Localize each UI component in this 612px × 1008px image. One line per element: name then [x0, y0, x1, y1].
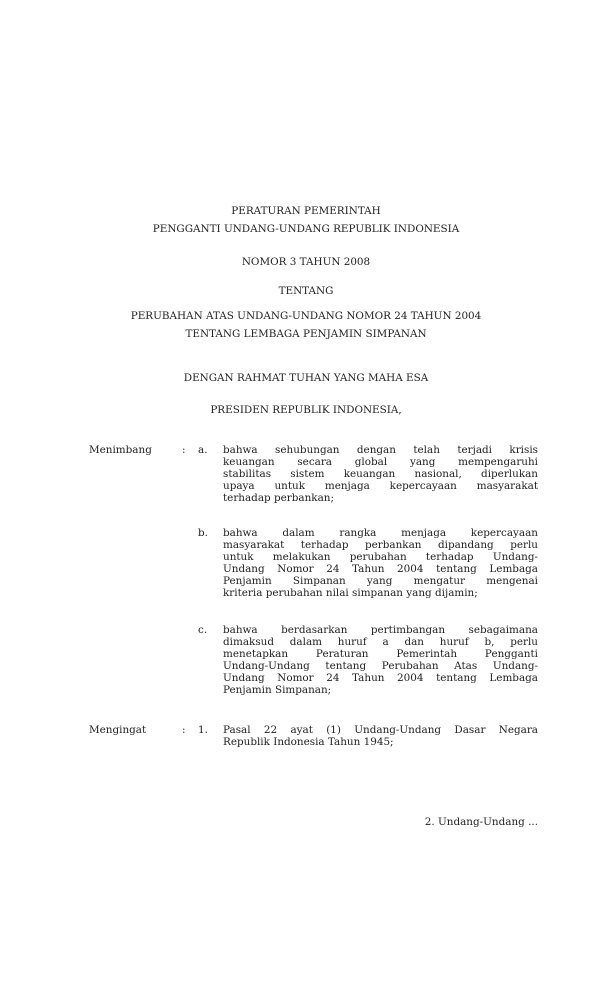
- regulation-number: NOMOR 3 TAHUN 2008: [241, 256, 371, 268]
- president-heading: PRESIDEN REPUBLIK INDONESIA,: [210, 404, 402, 416]
- item-marker: 1.: [198, 724, 208, 736]
- invocation: DENGAN RAHMAT TUHAN YANG MAHA ESA: [183, 372, 429, 384]
- text-line: Undang Nomor 24 Tahun 2004 tentang Lembaga: [223, 672, 538, 684]
- subject-line-1: PERUBAHAN ATAS UNDANG-UNDANG NOMOR 24 TAHUN 2004: [130, 310, 482, 322]
- text-line: stabilitas sistem keuangan nasional, diperlukan: [223, 468, 538, 480]
- section-label: Menimbang: [89, 444, 152, 456]
- text-line: kriteria perubahan nilai simpanan yang dijamin;: [223, 587, 478, 599]
- text-line: Penjamin Simpanan;: [223, 684, 332, 696]
- text-line: keuangan secara global yang mempengaruhi: [223, 456, 538, 468]
- text-line: dimaksud dalam huruf a dan huruf b, perlu: [223, 636, 538, 648]
- text-line: untuk melakukan perubahan terhadap Undang-: [223, 551, 538, 563]
- item-text: [223, 724, 538, 748]
- text-line: bahwa sehubungan dengan telah terjadi krisis: [223, 444, 538, 456]
- item-marker: c.: [198, 624, 208, 636]
- text-line: Penjamin Simpanan yang mengatur mengenai: [223, 575, 538, 587]
- title-line-2: PENGGANTI UNDANG-UNDANG REPUBLIK INDONESIA: [152, 223, 460, 235]
- item-text: [223, 527, 538, 599]
- item-marker: b.: [198, 527, 208, 539]
- text-line: terhadap perbankan;: [223, 492, 334, 504]
- section-colon: :: [182, 444, 186, 456]
- text-line: bahwa berdasarkan pertimbangan sebagaimana: [223, 624, 538, 636]
- subject-line-2: TENTANG LEMBAGA PENJAMIN SIMPANAN: [185, 328, 427, 340]
- text-line: Undang Nomor 24 Tahun 2004 tentang Lembaga: [223, 563, 538, 575]
- text-line: bahwa dalam rangka menjaga kepercayaan: [223, 527, 538, 539]
- page-continuation: 2. Undang-Undang ...: [424, 816, 538, 828]
- text-line: masyarakat terhadap perbankan dipandang perlu: [223, 539, 538, 551]
- text-line: upaya untuk menjaga kepercayaan masyarakat: [223, 480, 538, 492]
- text-line: menetapkan Peraturan Pemerintah Pengganti: [223, 648, 538, 660]
- about-heading: TENTANG: [278, 285, 334, 297]
- section-label: Mengingat: [89, 724, 147, 736]
- section-colon: :: [182, 724, 186, 736]
- text-line: Republik Indonesia Tahun 1945;: [223, 736, 394, 748]
- text-line: Undang-Undang tentang Perubahan Atas Undang-: [223, 660, 538, 672]
- item-text: [223, 444, 538, 504]
- title-line-1: PERATURAN PEMERINTAH: [231, 205, 381, 217]
- item-marker: a.: [198, 444, 208, 456]
- item-text: [223, 624, 538, 696]
- text-line: Pasal 22 ayat (1) Undang-Undang Dasar Negara: [223, 724, 538, 736]
